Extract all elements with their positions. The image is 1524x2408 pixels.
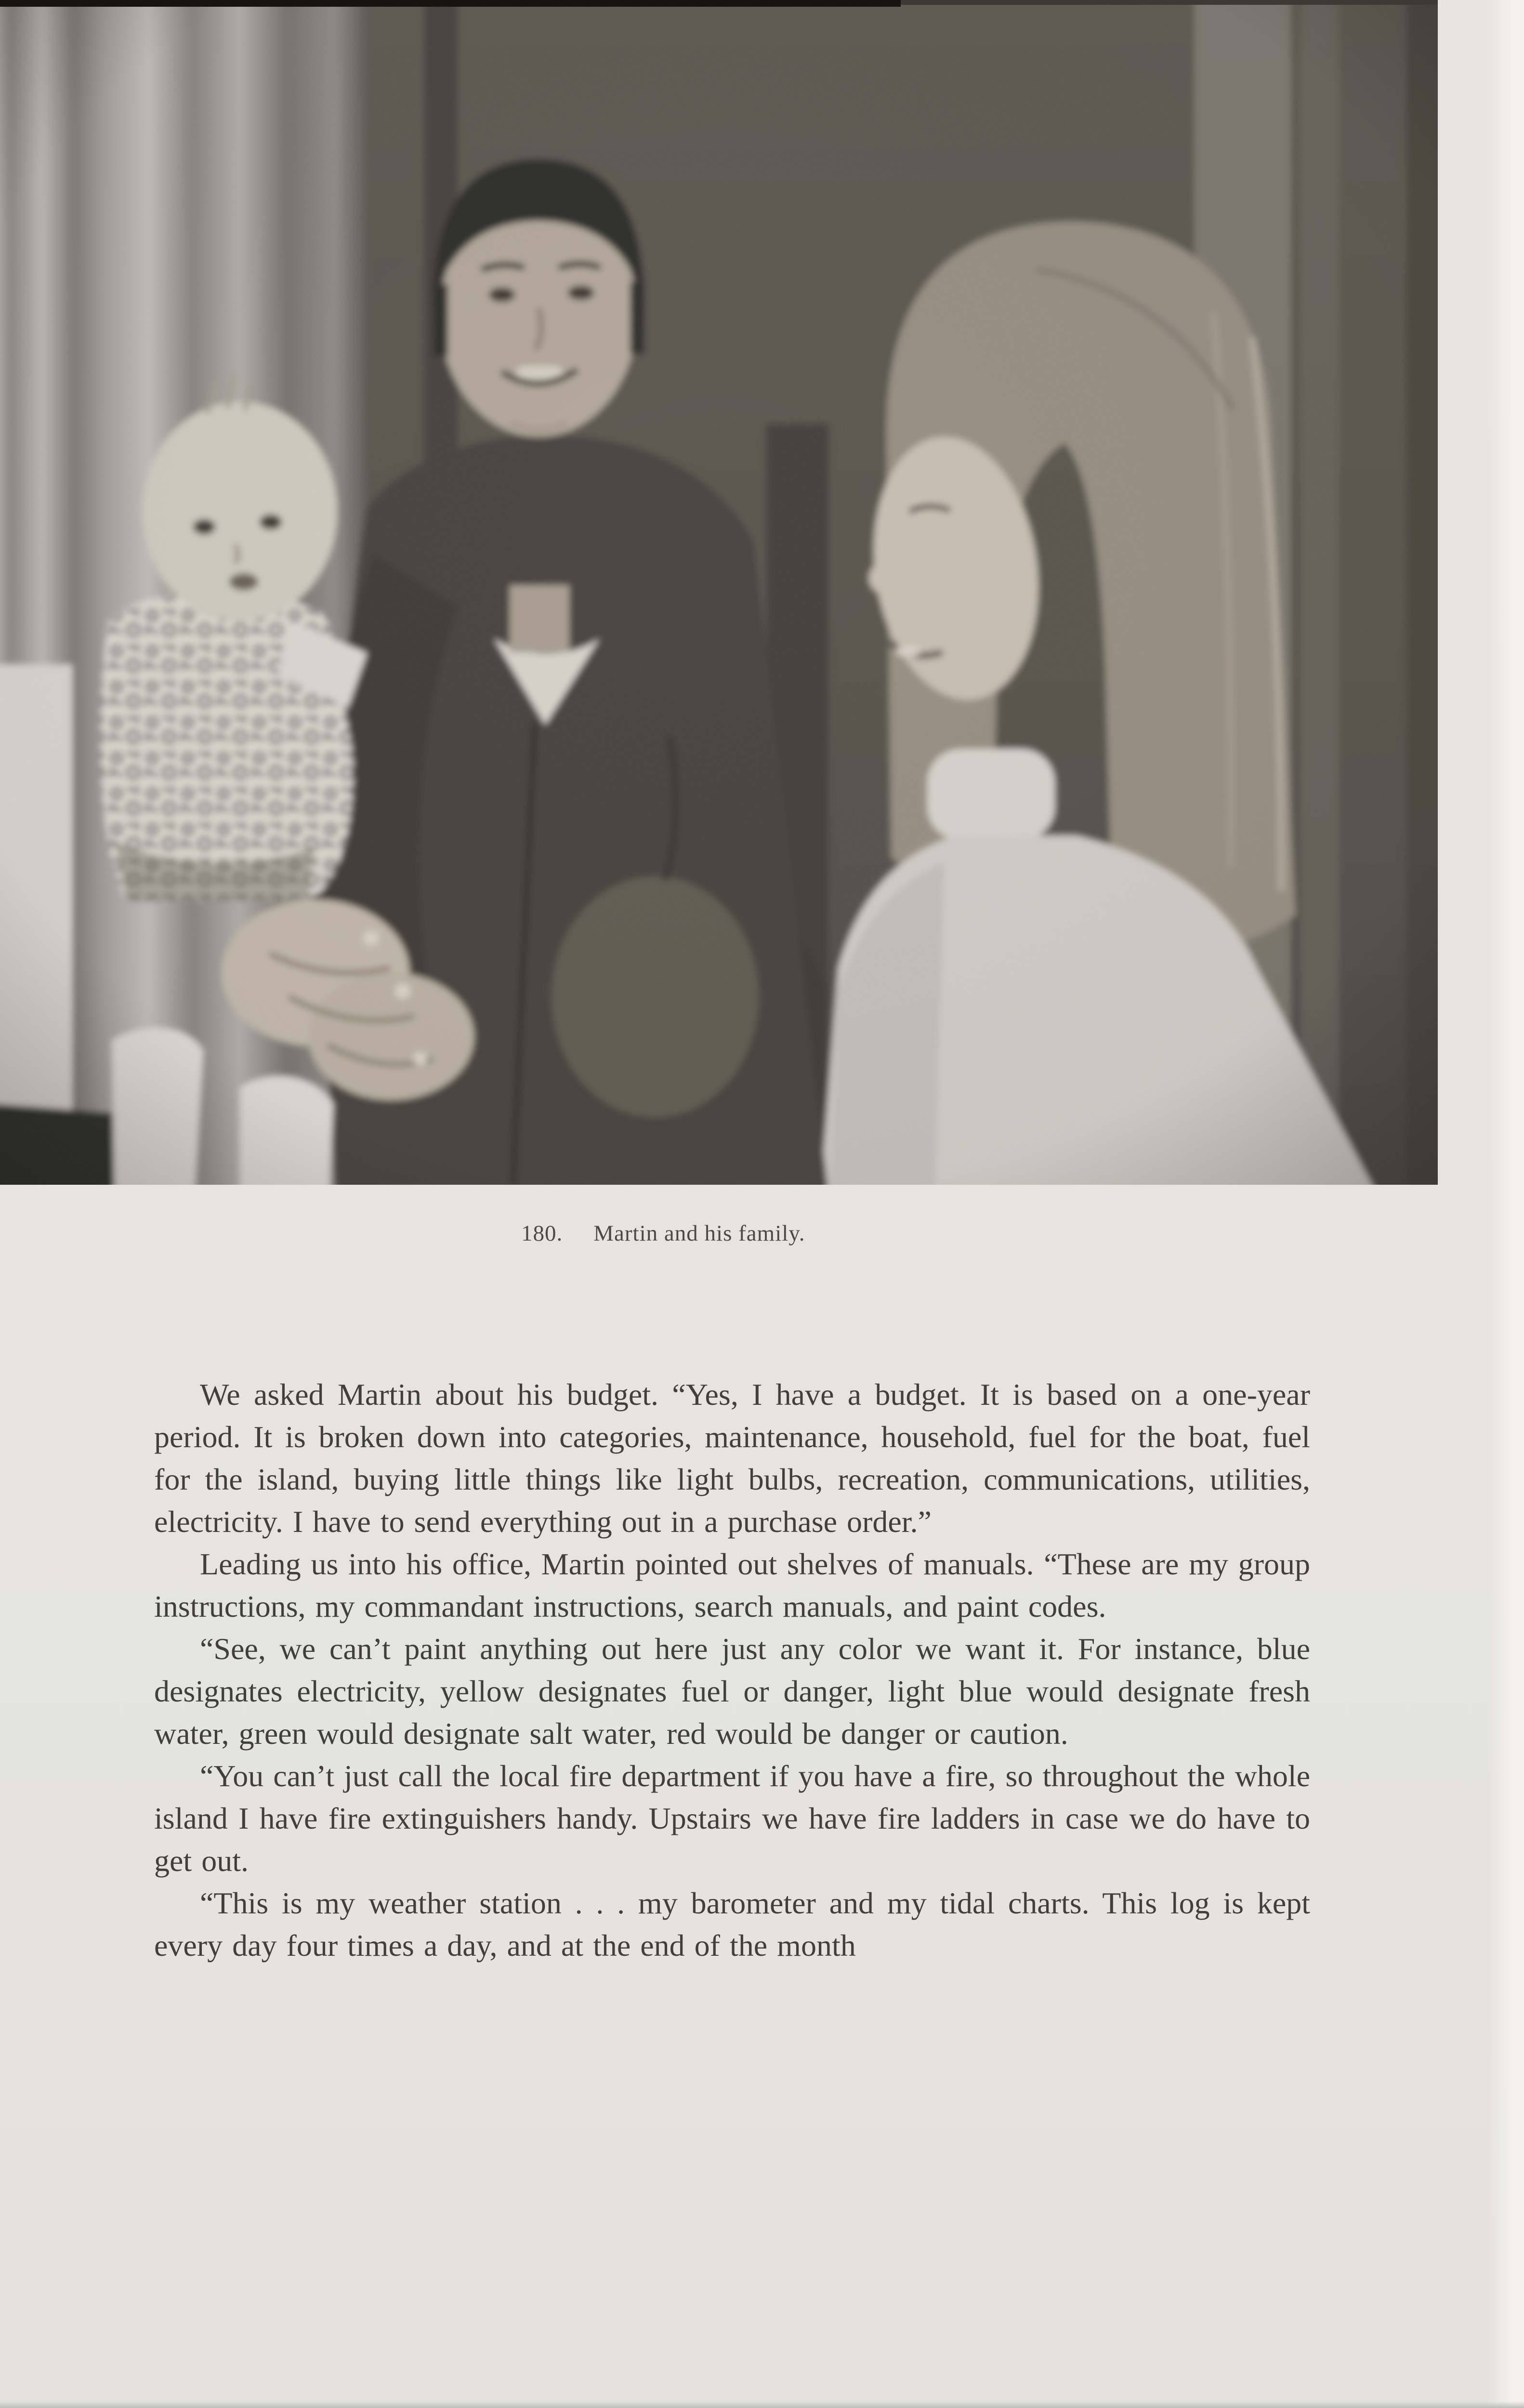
- photo-caption: [521, 1220, 805, 1246]
- body-paragraph: Leading us into his office, Martin pointed out shelves of manuals. “These are my group instructions, my commandant instructions, search manuals, and paint codes.: [154, 1547, 1310, 1623]
- family-photo-image: [0, 0, 1438, 1185]
- caption-text: Martin and his family.: [593, 1221, 805, 1246]
- page-bottom-edge: [0, 2401, 1524, 2408]
- family-photo: [0, 0, 1438, 1185]
- body-text: [154, 1374, 1310, 1967]
- body-paragraph: “You can’t just call the local fire department if you have a fire, so throughout the whole island I have fire extinguishers handy. Upstairs we have fire ladders in case we do have to get out.: [154, 1759, 1310, 1878]
- body-paragraph: “See, we can’t paint anything out here just any color we want it. For instance, blue designates electricity, yellow designates fuel or danger, light blue would designate fresh water, green would designate salt water, red would be danger or caution.: [154, 1632, 1310, 1751]
- page-right-edge: [1488, 0, 1524, 2408]
- body-paragraph: We asked Martin about his budget. “Yes, I have a budget. It is based on a one-year period. It is broken down into categories, maintenance, household, fuel for the boat, fuel for the island, buying little things like light bulbs, recreation, communications, utilities, electricity. I have to send everything out in a purchase order.”: [154, 1377, 1310, 1539]
- body-paragraph: “This is my weather station . . . my barometer and my tidal charts. This log is kept every day four times a day, and at the end of the month: [154, 1886, 1310, 1963]
- caption-number: 180.: [521, 1221, 563, 1246]
